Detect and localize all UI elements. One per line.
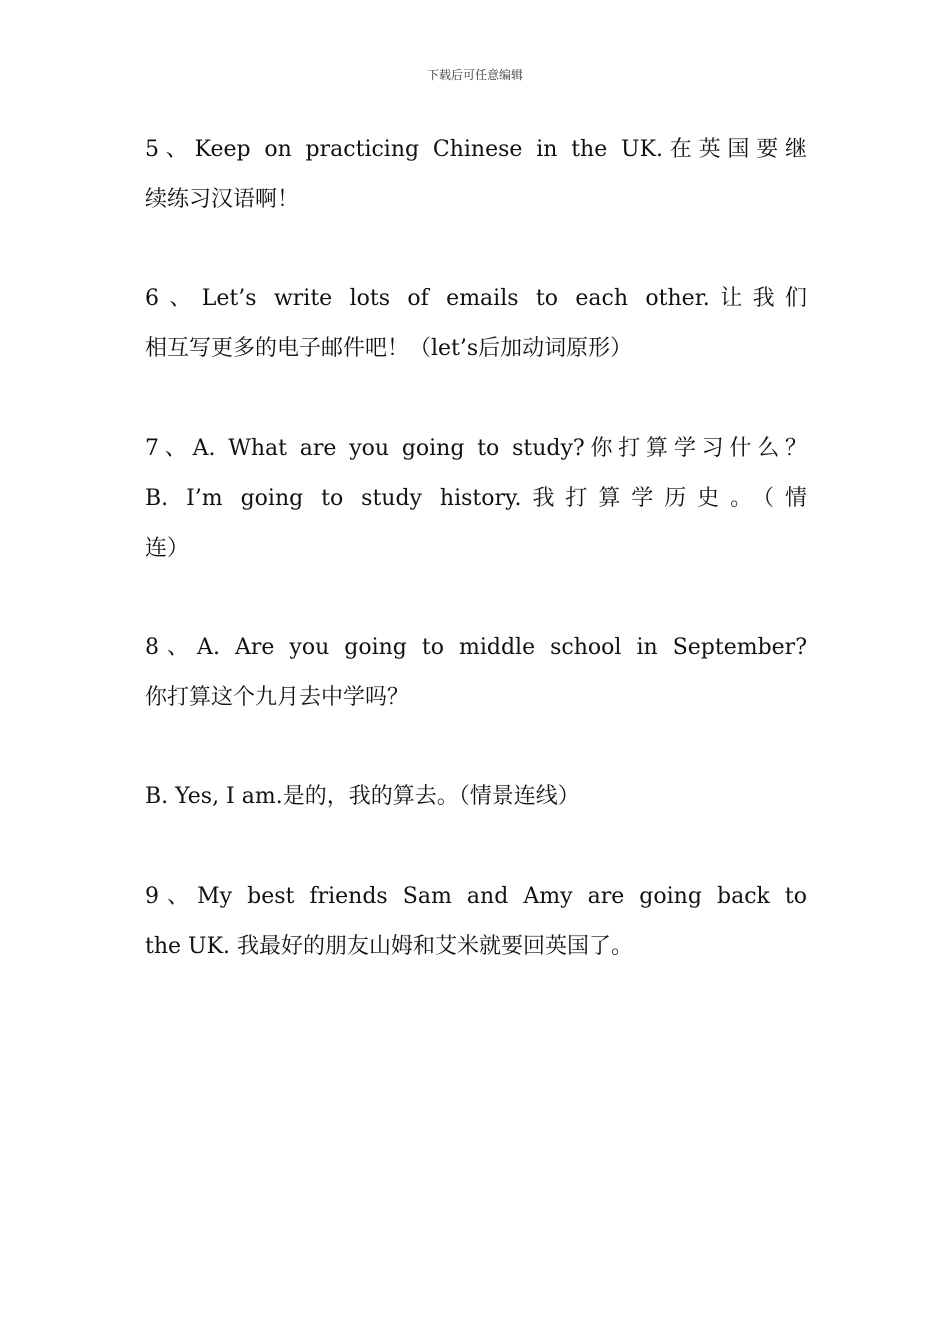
paragraph-line: 相互写更多的电子邮件吧！（let’s后加动词原形）	[145, 336, 633, 361]
paragraph-line: 8、A. Are you going to middle school in September?	[145, 635, 807, 660]
paragraph-8-answer	[145, 772, 807, 822]
paragraph-6	[145, 274, 807, 374]
paragraph-line: B. Yes, I am.是的，我的算去。（情景连线）	[145, 784, 580, 809]
paragraph-line: the UK. 我最好的朋友山姆和艾米就要回英国了。	[145, 934, 633, 959]
paragraph-7	[145, 424, 807, 574]
paragraph-5	[145, 125, 807, 225]
paragraph-line: 你打算这个九月去中学吗？	[145, 685, 410, 710]
paragraph-line: 连）	[145, 536, 190, 561]
paragraph-8	[145, 623, 807, 723]
paragraph-9	[145, 872, 807, 972]
page-header: 下载后可任意编辑	[426, 68, 523, 82]
paragraph-line: B. I’m going to study history.我打算学历史。（情	[145, 486, 807, 511]
paragraph-line: 6、Let’s write lots of emails to each other.让我们	[145, 286, 807, 311]
paragraph-line: 5、Keep on practicing Chinese in the UK.在英国要继	[145, 137, 807, 162]
paragraph-line: 9、My best friends Sam and Amy are going back to	[145, 884, 807, 909]
paragraph-line: 续练习汉语啊！	[145, 187, 300, 212]
paragraph-line: 7、A. What are you going to study?你打算学习什么？	[145, 436, 807, 461]
